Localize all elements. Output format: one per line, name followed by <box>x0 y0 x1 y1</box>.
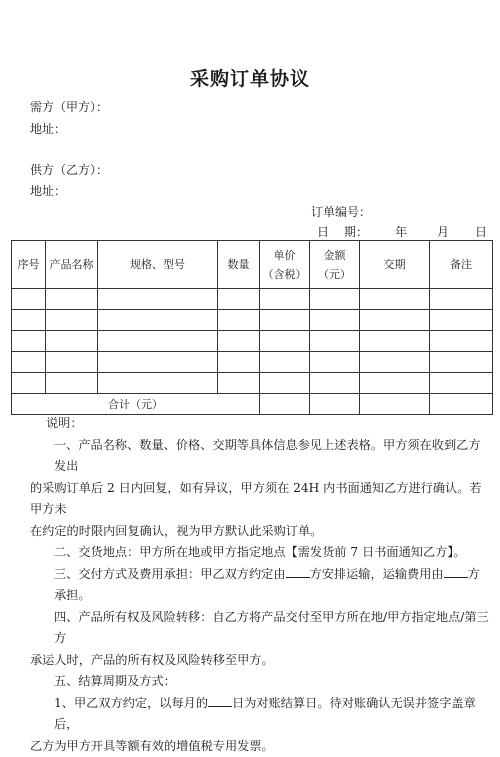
table-row <box>12 352 493 373</box>
table-cell[interactable] <box>430 289 493 310</box>
table-cell[interactable] <box>260 352 310 373</box>
order-table <box>11 240 493 415</box>
order-date-row <box>317 223 489 239</box>
note-1-line2: 的采购订单后 2 日内回复，如有异议，甲方须在 24H 内书面通知乙方进行确认。若甲方未 <box>30 478 490 521</box>
buyer-address-label: 地址： <box>30 120 66 137</box>
buyer-label: 需方（甲方）： <box>30 98 108 115</box>
note-3 <box>30 564 490 607</box>
table-row <box>12 373 493 394</box>
year-label: 年 <box>395 223 407 240</box>
table-cell[interactable] <box>46 331 98 352</box>
supplier-address-label: 地址： <box>30 182 66 199</box>
table-cell[interactable] <box>218 289 260 310</box>
table-cell[interactable] <box>218 373 260 394</box>
table-cell[interactable] <box>310 289 360 310</box>
header-remarks: 备注 <box>430 241 493 289</box>
table-cell[interactable] <box>98 331 218 352</box>
table-cell[interactable] <box>430 373 493 394</box>
notes-heading: 说明： <box>30 413 490 435</box>
day-label: 日 <box>475 223 487 240</box>
total-amount-cell[interactable] <box>310 394 360 415</box>
table-cell[interactable] <box>430 331 493 352</box>
document-title: 采购订单协议 <box>0 64 500 91</box>
header-amount-line1: 金额 <box>310 246 359 265</box>
note-3-part-a: 三、交付方式及费用承担：甲乙双方约定由 <box>54 567 286 581</box>
note-5: 五、结算周期及方式： <box>30 671 490 693</box>
table-row <box>12 310 493 331</box>
note-6-line2: 乙方为甲方开具等额有效的增值税专用发票。 <box>30 736 490 757</box>
table-cell[interactable] <box>360 352 430 373</box>
date-label-1: 日 <box>317 223 329 240</box>
table-cell[interactable] <box>218 331 260 352</box>
header-delivery-date: 交期 <box>360 241 430 289</box>
total-label: 合计（元） <box>12 394 260 415</box>
table-cell[interactable] <box>310 310 360 331</box>
settlement-day-blank[interactable] <box>208 695 232 707</box>
note-1-line1: 一、产品名称、数量、价格、交期等具体信息参见上述表格。甲方须在收到乙方发出 <box>30 435 490 478</box>
note-6-line1 <box>30 693 490 736</box>
table-cell[interactable] <box>12 289 46 310</box>
table-cell[interactable] <box>360 331 430 352</box>
table-cell[interactable] <box>98 373 218 394</box>
table-cell[interactable] <box>310 373 360 394</box>
freight-party-blank[interactable] <box>444 566 468 578</box>
table-cell[interactable] <box>46 289 98 310</box>
transport-party-blank[interactable] <box>286 566 310 578</box>
date-label-2: 期： <box>344 223 368 240</box>
supplier-label: 供方（乙方）： <box>30 161 108 178</box>
table-cell[interactable] <box>360 289 430 310</box>
order-number-label: 订单编号： <box>311 203 371 220</box>
table-cell[interactable] <box>98 289 218 310</box>
table-cell[interactable] <box>46 373 98 394</box>
table-row <box>12 289 493 310</box>
note-2: 二、交货地点：甲方所在地或甲方指定地点【需发货前 7 日书面通知乙方】。 <box>30 542 490 564</box>
table-cell[interactable] <box>430 352 493 373</box>
header-seq: 序号 <box>12 241 46 289</box>
header-unit-price-line1: 单价 <box>260 246 309 265</box>
total-row <box>12 394 493 415</box>
table-cell[interactable] <box>12 352 46 373</box>
table-cell[interactable] <box>218 352 260 373</box>
table-cell[interactable] <box>98 352 218 373</box>
header-quantity: 数量 <box>218 241 260 289</box>
header-unit-price <box>260 241 310 289</box>
table-header-row <box>12 241 493 289</box>
table-row <box>12 331 493 352</box>
total-cell[interactable] <box>360 394 430 415</box>
table-cell[interactable] <box>12 331 46 352</box>
header-amount <box>310 241 360 289</box>
table-cell[interactable] <box>360 310 430 331</box>
header-amount-line2: （元） <box>310 265 359 284</box>
table-cell[interactable] <box>360 373 430 394</box>
header-product-name: 产品名称 <box>46 241 98 289</box>
table-cell[interactable] <box>310 352 360 373</box>
header-spec-model: 规格、型号 <box>98 241 218 289</box>
note-3-part-c: 方承担。 <box>54 567 480 603</box>
table-cell[interactable] <box>260 373 310 394</box>
note-4-line2: 承运人时，产品的所有权及风险转移至甲方。 <box>30 650 490 672</box>
table-cell[interactable] <box>260 331 310 352</box>
table-cell[interactable] <box>12 310 46 331</box>
note-6-part-a: 1、甲乙双方约定，以每月的 <box>54 696 208 710</box>
table-cell[interactable] <box>12 373 46 394</box>
total-cell[interactable] <box>260 394 310 415</box>
table-cell[interactable] <box>46 352 98 373</box>
note-6-part-b: 日为对账结算日。待对账确认无误并签字盖章后， <box>54 696 476 732</box>
header-unit-price-line2: （含税） <box>260 265 309 284</box>
table-cell[interactable] <box>260 310 310 331</box>
table-cell[interactable] <box>46 310 98 331</box>
month-label: 月 <box>437 223 449 240</box>
table-cell[interactable] <box>260 289 310 310</box>
notes-section <box>30 413 490 757</box>
note-1-line3: 在约定的时限内回复确认，视为甲方默认此采购订单。 <box>30 521 490 543</box>
table-cell[interactable] <box>98 310 218 331</box>
total-cell[interactable] <box>430 394 493 415</box>
note-4-line1: 四、产品所有权及风险转移：自乙方将产品交付至甲方所在地/甲方指定地点/第三方 <box>30 607 490 650</box>
table-cell[interactable] <box>310 331 360 352</box>
table-cell[interactable] <box>218 310 260 331</box>
note-3-part-b: 方安排运输，运输费用由 <box>310 567 444 581</box>
table-cell[interactable] <box>430 310 493 331</box>
